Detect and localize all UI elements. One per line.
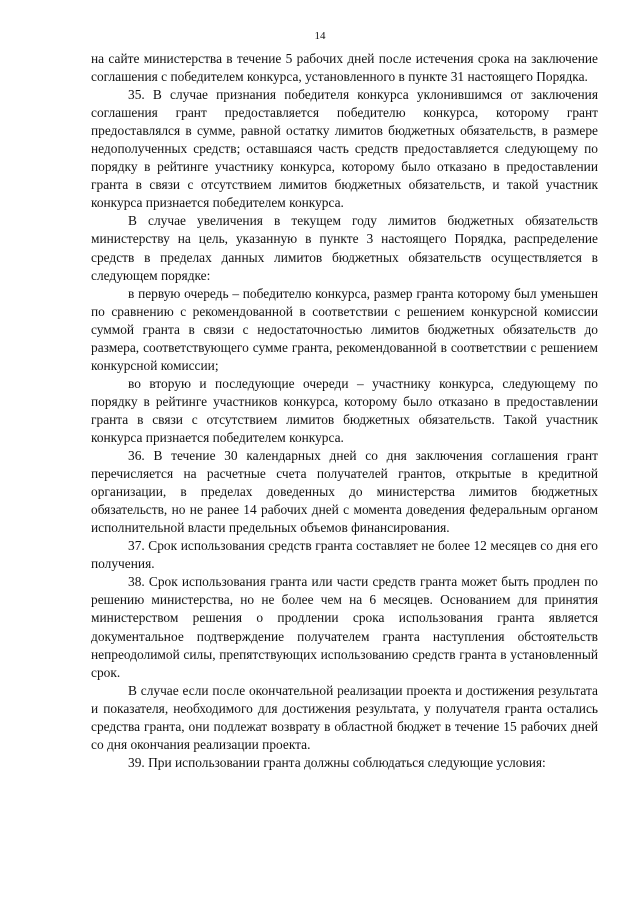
page-number: 14 (314, 30, 326, 42)
paragraph-second-priority: во вторую и последующие очереди – участнику конкурса, следующему по порядку в рейтинге участников конкурса, которому было отказано в предоставлении гранта в связи с отсутствием лимитов бюджетных обязательств. Такой участник конкурса признается победителем конкурса. (91, 375, 598, 445)
paragraph-grant-return: В случае если после окончательной реализации проекта и достижения результата и показателя, необходимого для достижения результата, у получателя гранта остались средства гранта, они подлежат возврату в областной бюджет в течение 15 рабочих дней со дня окончания реализации проекта. (91, 682, 598, 752)
paragraph-35: 35. В случае признания победителя конкурса уклонившимся от заключения соглашения грант предоставляется победителю конкурса, которому грант предоставлялся в сумме, равной остатку лимитов бюджетных обязательств, в размере недополученных средств; оставшаяся часть средств предоставляется следующему по порядку в рейтинге участнику конкурса, которому было отказано в предоставлении гранта в связи с отсутствием лимитов бюджетных обязательств, и такой участник конкурса признается победителем конкурса. (91, 87, 598, 211)
paragraph-limits-increase: В случае увеличения в текущем году лимитов бюджетных обязательств министерству на цель, указанную в пункте 3 настоящего Порядка, распределение средств в пределах данных лимитов бюджетных обязательств осуществляется в следующем порядке: (91, 213, 598, 283)
paragraph-continuation: на сайте министерства в течение 5 рабочих дней после истечения срока на заключение соглашения с победителем конкурса, установленного в пункте 31 настоящего Порядка. (91, 51, 598, 85)
paragraph-39: 39. При использовании гранта должны соблюдаться следующие условия: (128, 754, 546, 770)
document-body (91, 50, 598, 772)
paragraph-36: 36. В течение 30 календарных дней со дня заключения соглашения грант перечисляется на расчетные счета получателей грантов, открытые в кредитной организации, в пределах доведенных до министерства лимитов бюджетных обязательств, но не ранее 14 рабочих дней с момента доведения федеральным органом исполнительной власти предельных объемов финансирования. (91, 448, 598, 536)
paragraph-38: 38. Срок использования гранта или части средств гранта может быть продлен по решению министерства, но не более чем на 6 месяцев. Основанием для принятия министерством решения о продлении срока использования гранта является документальное подтверждение получателем гранта наступления обстоятельств непреодолимой силы, препятствующих использованию средств гранта в установленный срок. (91, 574, 598, 680)
paragraph-first-priority: в первую очередь – победителю конкурса, размер гранта которому был уменьшен по сравнению с рекомендованной в соответствии с решением конкурсной комиссии суммой гранта в связи с недостаточностью лимитов бюджетных обязательств до размера, соответствующего сумме гранта, рекомендованной в соответствии с решением конкурсной комиссии; (91, 285, 598, 373)
paragraph-37: 37. Срок использования средств гранта составляет не более 12 месяцев со дня его получения. (91, 538, 598, 572)
